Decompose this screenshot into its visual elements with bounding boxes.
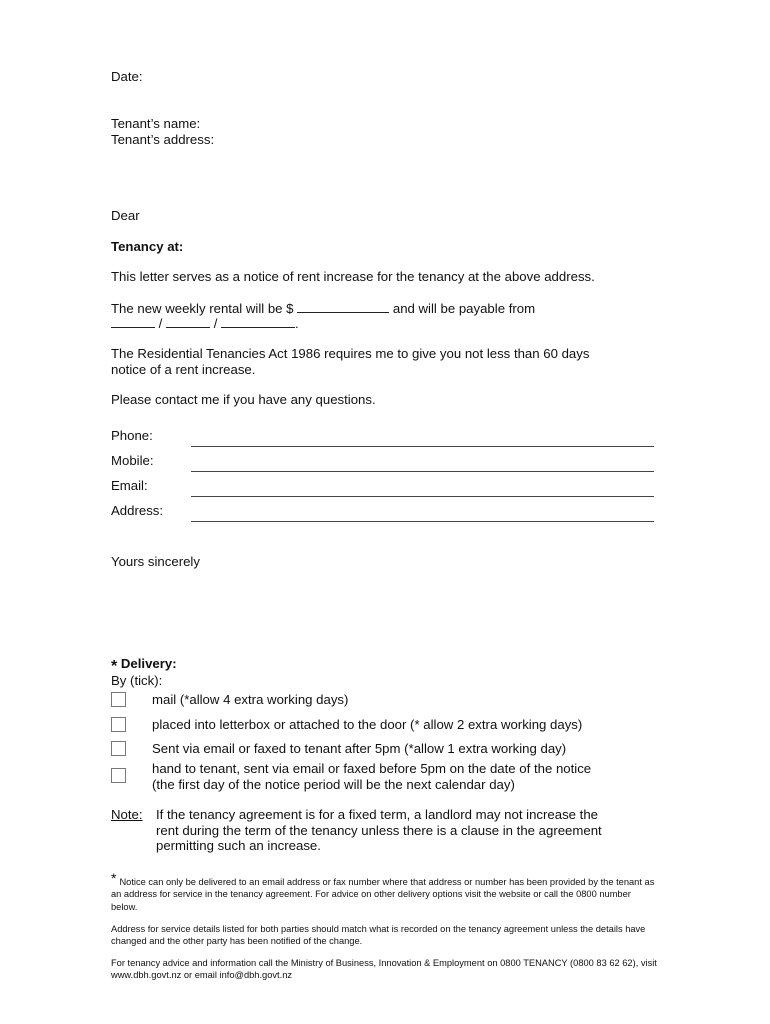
- salutation: Dear: [111, 208, 140, 223]
- address-field[interactable]: [191, 521, 654, 522]
- note-line-3: permitting such an increase.: [156, 838, 321, 853]
- delivery-option-mail-checkbox[interactable]: [111, 692, 126, 707]
- phone-field[interactable]: [191, 446, 654, 447]
- intro-paragraph: This letter serves as a notice of rent increase for the tenancy at the above address.: [111, 269, 595, 284]
- delivery-option-hand-label-line-1: hand to tenant, sent via email or faxed before 5pm on the date of the notice: [152, 761, 592, 776]
- rental-middle: and will be payable from: [392, 301, 536, 316]
- date-label: Date:: [111, 69, 143, 84]
- delivery-option-mail-label: mail (*allow 4 extra working days): [152, 692, 349, 707]
- mobile-field[interactable]: [191, 471, 654, 472]
- payable-month-field[interactable]: [166, 315, 210, 328]
- note-line-2: rent during the term of the tenancy unless there is a clause in the agreement: [156, 823, 602, 838]
- delivery-option-letterbox-checkbox[interactable]: [111, 717, 126, 732]
- closing: Yours sincerely: [111, 554, 200, 569]
- rental-prefix: The new weekly rental will be $: [111, 301, 294, 316]
- tenant-address-label: Tenant’s address:: [111, 132, 215, 147]
- payable-date-line: [111, 315, 299, 332]
- delivery-footnote: [111, 872, 659, 913]
- mobile-label: Mobile:: [111, 453, 154, 468]
- contact-paragraph: Please contact me if you have any questions.: [111, 392, 376, 407]
- asterisk-icon: *: [111, 870, 117, 886]
- act-line-1: The Residential Tenancies Act 1986 requires me to give you not less than 60 days: [111, 346, 590, 361]
- by-tick-label: By (tick):: [111, 673, 163, 688]
- date-separator: /: [213, 316, 218, 331]
- payable-year-field[interactable]: [221, 315, 295, 328]
- delivery-option-email-after-5pm-label: Sent via email or faxed to tenant after 5pm (*allow 1 extra working day): [152, 741, 567, 756]
- email-label: Email:: [111, 478, 148, 493]
- note-label: Note:: [111, 807, 143, 822]
- delivery-option-letterbox-label: placed into letterbox or attached to the door (* allow 2 extra working days): [152, 717, 583, 732]
- tenant-name-label: Tenant’s name:: [111, 116, 201, 131]
- phone-label: Phone:: [111, 428, 153, 443]
- address-footnote: Address for service details listed for both parties should match what is recorded on the tenancy agreement unless the details have changed and the other party has been notified of the change.: [111, 924, 646, 947]
- date-end: .: [295, 316, 299, 331]
- note-line-1: If the tenancy agreement is for a fixed term, a landlord may not increase the: [156, 807, 599, 822]
- asterisk-icon: *: [111, 658, 118, 675]
- delivery-option-hand-label-line-2: (the first day of the notice period will be the next calendar day): [152, 777, 515, 792]
- act-line-2: notice of a rent increase.: [111, 362, 256, 377]
- delivery-option-email-after-5pm-checkbox[interactable]: [111, 741, 126, 756]
- email-field[interactable]: [191, 496, 654, 497]
- address-label: Address:: [111, 503, 164, 518]
- delivery-option-hand-checkbox[interactable]: [111, 768, 126, 783]
- delivery-footnote-text: Notice can only be delivered to an email address or fax number where that address or number has been provided by the tenant as an address for service in the tenancy agreement. For advice on other delivery options visit the website or call the 0800 number below.: [111, 877, 655, 912]
- tenancy-at-label: Tenancy at:: [111, 239, 184, 254]
- delivery-heading: [111, 656, 177, 675]
- contact-footnote: For tenancy advice and information call the Ministry of Business, Innovation & Employment on 0800 TENANCY (0800 83 62 62), visit www.dbh.govt.nz or email info@dbh.govt.nz: [111, 958, 657, 981]
- payable-day-field[interactable]: [111, 315, 155, 328]
- date-separator: /: [158, 316, 163, 331]
- rental-amount-field[interactable]: [297, 300, 389, 313]
- delivery-title: Delivery:: [120, 656, 177, 671]
